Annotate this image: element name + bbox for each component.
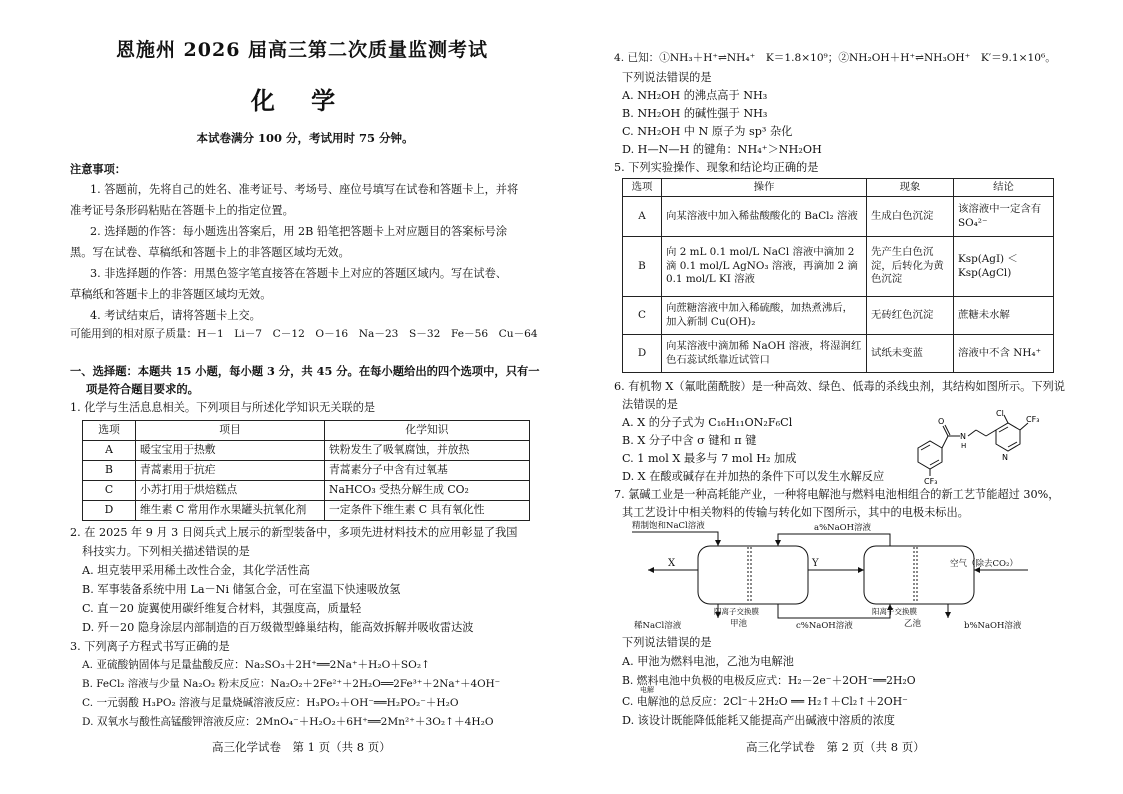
- diagram-label: a%NaOH溶液: [814, 523, 872, 533]
- q1-cell: 一定条件下维生素 C 具有氧化性: [325, 501, 530, 521]
- molecule-structure: [900, 410, 1060, 486]
- diagram-label: X: [668, 558, 676, 569]
- q2-option: C. 直－20 旋翼使用碳纤维复合材料，其强度高，质量轻: [82, 602, 362, 615]
- q1-table: [82, 420, 530, 521]
- q5-cell: 该溶液中一定含有 SO₄²⁻: [954, 197, 1054, 237]
- notice-line: 3. 非选择题的作答：用黑色签字笔直接答在答题卡上对应的答题区域内。写在试卷、: [90, 267, 507, 280]
- q7-stem-3: 下列说法错误的是: [622, 636, 712, 649]
- diagram-label: Y: [812, 558, 819, 569]
- q2-option: A. 坦克装甲采用稀土改性合金，其化学活性高: [82, 564, 310, 577]
- q4-option: A. NH₂OH 的沸点高于 NH₃: [622, 89, 768, 102]
- q5-cell: 向某溶液中滴加稀 NaOH 溶液，将湿润红色石蕊试纸靠近试管口: [662, 335, 867, 373]
- q3-option: B. FeCl₂ 溶液与少量 Na₂O₂ 粉末反应：Na₂O₂＋2Fe²⁺＋2H₂O══2Fe³⁺＋2Na⁺＋4OH⁻: [82, 678, 501, 690]
- q5-cell: D: [623, 335, 662, 373]
- q5-header: 操作: [662, 179, 867, 197]
- notice-line: 草稿纸和答题卡上的非答题区域均无效。: [70, 288, 272, 301]
- q3-stem: 3. 下列离子方程式书写正确的是: [70, 640, 230, 653]
- q5-cell: 向蔗糖溶液中加入稀硫酸，加热煮沸后，加入新制 Cu(OH)₂: [662, 297, 867, 335]
- q5-cell: 向 2 mL 0.1 mol/L NaCl 溶液中滴加 2 滴 0.1 mol/L AgNO₃ 溶液，再滴加 2 滴 0.1 mol/L KI 溶液: [662, 237, 867, 297]
- struct-label: CF₃: [1026, 415, 1040, 424]
- q5-stem: 5. 下列实验操作、现象和结论均正确的是: [614, 161, 819, 174]
- q5-header: 结论: [954, 179, 1054, 197]
- subject-title: 化 学: [250, 86, 350, 115]
- q1-stem: 1. 化学与生活息息相关。下列项目与所述化学知识无关联的是: [70, 401, 376, 414]
- q5-header: 现象: [867, 179, 954, 197]
- q5-header: 选项: [623, 179, 662, 197]
- section-title: 一、选择题：本题共 15 小题，每小题 3 分，共 45 分。在每小题给出的四个选项中，只有一: [70, 364, 540, 378]
- process-diagram: [628, 520, 1048, 632]
- notice-line: 黑。写在试卷、草稿纸和答题卡上的非答题区域均无效。: [70, 246, 350, 259]
- notice-line: 1. 答题前，先将自己的姓名、准考证号、考场号、座位号填写在试卷和答题卡上，并将: [90, 183, 519, 196]
- q1-header: 选项: [83, 421, 136, 441]
- q4-stem: 4. 已知：①NH₃＋H⁺⇌NH₄⁺ K＝1.8×10⁹；②NH₂OH＋H⁺⇌NH₃OH⁺ K′＝9.1×10⁶。: [614, 52, 1056, 64]
- q5-cell: 向某溶液中加入稀盐酸酸化的 BaCl₂ 溶液: [662, 197, 867, 237]
- q7-stem-2: 其工艺设计中相关物料的传输与转化如下图所示，其中的电极未标出。: [622, 506, 969, 519]
- struct-label: N: [1002, 453, 1008, 462]
- section-title-2: 项是符合题目要求的。: [86, 382, 199, 396]
- q1-cell: C: [83, 481, 136, 501]
- q1-cell: B: [83, 461, 136, 481]
- q7-option: B. 燃料电池中负极的电极反应式：H₂－2e⁻＋2OH⁻══2H₂O: [622, 674, 916, 687]
- score-line: 本试卷满分 100 分，考试用时 75 分钟。: [196, 131, 414, 145]
- notice-title: 注意事项：: [70, 162, 126, 176]
- notice-line: 4. 考试结束后，请将答题卡上交。: [90, 309, 261, 322]
- exam-title: 恩施州 2026 届高三第二次质量监测考试: [115, 39, 489, 61]
- page-footer: 高三化学试卷 第 1 页（共 8 页）: [212, 740, 391, 754]
- diagram-label: 甲池: [730, 619, 748, 629]
- q6-option: C. 1 mol X 最多与 7 mol H₂ 加成: [622, 452, 797, 465]
- q1-cell: 暖宝宝用于热敷: [136, 441, 325, 461]
- q6-stem-2: 法错误的是: [622, 398, 678, 411]
- q1-cell: 青蒿素用于抗疟: [136, 461, 325, 481]
- diagram-label: 阳离子交换膜: [714, 607, 759, 616]
- notice-line: 准考证号条形码粘贴在答题卡上的指定位置。: [70, 204, 294, 217]
- struct-label: O: [938, 417, 945, 426]
- electrolysis-label: 电解: [640, 686, 654, 694]
- q5-cell: 生成白色沉淀: [867, 197, 954, 237]
- q4-option: B. NH₂OH 的碱性强于 NH₃: [622, 107, 768, 120]
- q5-cell: 无砖红色沉淀: [867, 297, 954, 335]
- q2-stem: 2. 在 2025 年 9 月 3 日阅兵式上展示的新型装备中，多项先进材料技术的应用彰显了我国: [70, 526, 518, 539]
- q5-cell: 蔗糖未水解: [954, 297, 1054, 335]
- page-footer: 高三化学试卷 第 2 页（共 8 页）: [746, 740, 925, 754]
- q2-option: D. 歼－20 隐身涂层内部制造的百万级微型蜂巢结构，能高效拆解并吸收雷达波: [82, 621, 474, 634]
- q1-cell: 铁粉发生了吸氧腐蚀，并放热: [325, 441, 530, 461]
- q6-option: A. X 的分子式为 C₁₆H₁₁ON₂F₆Cl: [622, 416, 793, 429]
- struct-label: CF₃: [924, 477, 938, 486]
- q4-stem-2: 下列说法错误的是: [622, 71, 712, 84]
- notice-line: 2. 选择题的作答：每小题选出答案后，用 2B 铅笔把答题卡上对应题目的答案标号涂: [90, 225, 508, 238]
- diagram-label: c%NaOH溶液: [796, 621, 853, 631]
- q1-header: 项目: [136, 421, 325, 441]
- struct-label: N: [960, 432, 966, 441]
- q1-cell: NaHCO₃ 受热分解生成 CO₂: [325, 481, 530, 501]
- q5-cell: A: [623, 197, 662, 237]
- q1-cell: 小苏打用于烘焙糕点: [136, 481, 325, 501]
- diagram-label: 阳离子交换膜: [872, 607, 917, 616]
- q1-header: 化学知识: [325, 421, 530, 441]
- struct-label: Cl: [996, 410, 1004, 418]
- q3-option: A. 亚硫酸钠固体与足量盐酸反应：Na₂SO₃＋2H⁺══2Na⁺＋H₂O＋SO₂↑: [82, 659, 430, 671]
- q4-option: D. H—N—H 的键角：NH₄⁺＞NH₂OH: [622, 143, 822, 156]
- q5-cell: 溶液中不含 NH₄⁺: [954, 335, 1054, 373]
- q2-option: B. 军事装备系统中用 La－Ni 储氢合金，可在室温下快速吸放氢: [82, 583, 401, 596]
- q1-cell: D: [83, 501, 136, 521]
- q5-cell: 试纸未变蓝: [867, 335, 954, 373]
- q7-option: D. 该设计既能降低能耗又能提高产出碱液中溶质的浓度: [622, 714, 895, 727]
- q4-option: C. NH₂OH 中 N 原子为 sp³ 杂化: [622, 125, 793, 138]
- q5-table: [622, 178, 1054, 373]
- q6-stem: 6. 有机物 X（氟吡菌酰胺）是一种高效、绿色、低毒的杀线虫剂，其结构如图所示。下列说: [614, 380, 1065, 393]
- atomic-masses: 可能用到的相对原子质量：H－1 Li－7 C－12 O－16 Na－23 S－32 Fe－56 Cu－64: [70, 328, 538, 340]
- q6-option: D. X 在酸或碱存在并加热的条件下可以发生水解反应: [622, 470, 885, 483]
- diagram-label: 空气（除去CO₂）: [950, 559, 1018, 569]
- diagram-label: 乙池: [904, 619, 922, 629]
- diagram-label: 精制饱和NaCl溶液: [632, 521, 705, 531]
- q5-cell: 先产生白色沉淀，后转化为黄色沉淀: [867, 237, 954, 297]
- q3-option: D. 双氧水与酸性高锰酸钾溶液反应：2MnO₄⁻＋H₂O₂＋6H⁺══2Mn²⁺＋3O₂↑＋4H₂O: [82, 716, 494, 728]
- q3-option: C. 一元弱酸 H₃PO₂ 溶液与足量烧碱溶液反应：H₃PO₂＋OH⁻══H₂PO₂⁻＋H₂O: [82, 697, 459, 709]
- q5-cell: C: [623, 297, 662, 335]
- diagram-label: 稀NaCl溶液: [634, 621, 682, 631]
- struct-label: H: [961, 442, 967, 450]
- q7-stem: 7. 氯碱工业是一种高耗能产业，一种将电解池与燃料电池相组合的新工艺节能超过 30%，: [614, 488, 1060, 501]
- q5-cell: Ksp(AgI) ＜Ksp(AgCl): [954, 237, 1054, 297]
- q6-option: B. X 分子中含 σ 键和 π 键: [622, 434, 757, 447]
- q1-cell: 青蒿素分子中含有过氧基: [325, 461, 530, 481]
- q2-stem-2: 科技实力。下列相关描述错误的是: [82, 545, 250, 558]
- q7-option: C. 电解池的总反应：2Cl⁻＋2H₂O ══ H₂↑＋Cl₂↑＋2OH⁻: [622, 695, 908, 708]
- q1-cell: 维生素 C 常用作水果罐头抗氧化剂: [136, 501, 325, 521]
- diagram-label: b%NaOH溶液: [964, 621, 1022, 631]
- q7-option: A. 甲池为燃料电池，乙池为电解池: [622, 655, 794, 668]
- q1-cell: A: [83, 441, 136, 461]
- q5-cell: B: [623, 237, 662, 297]
